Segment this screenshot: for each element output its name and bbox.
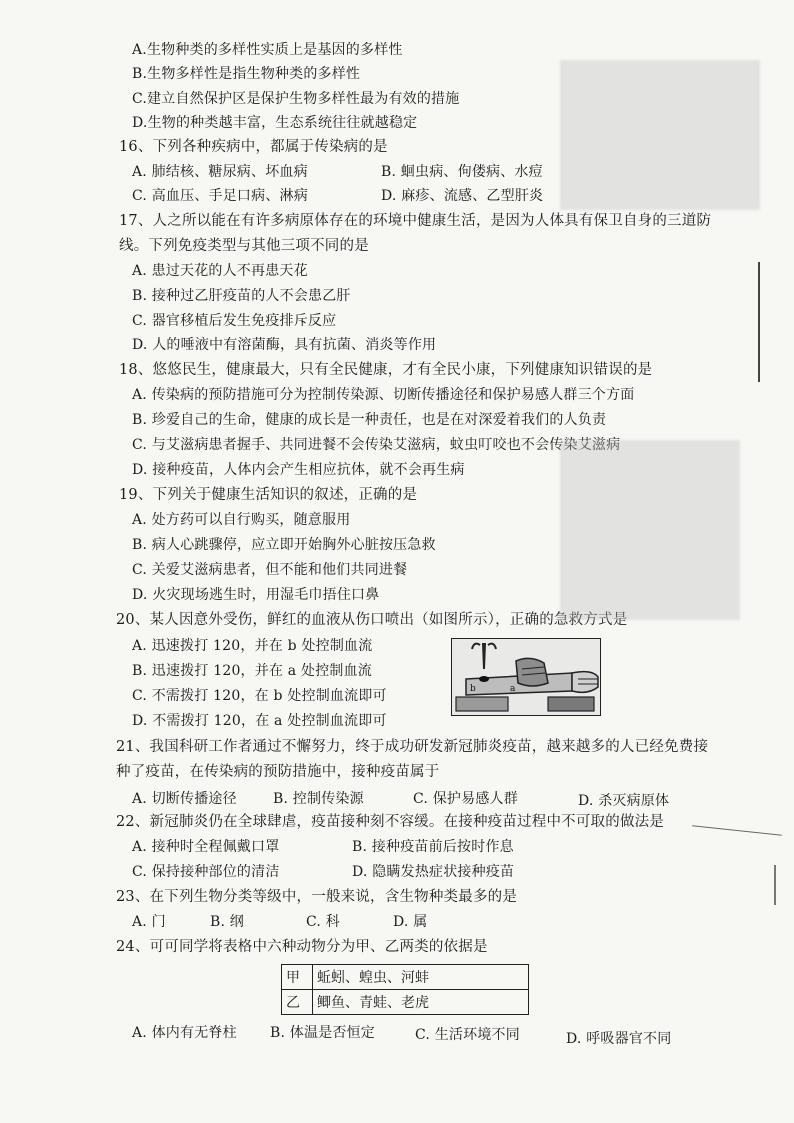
bleed-through-smudge	[560, 60, 760, 210]
q16-option-a: A. 肺结核、糖尿病、坏血病	[132, 164, 308, 180]
q21-stem-line2: 种了疫苗，在传染病的预防措施中，接种疫苗属于	[116, 764, 440, 780]
label-a: a	[510, 684, 516, 694]
q23-option-d: D. 属	[393, 914, 428, 930]
group-yi-animals: 鲫鱼、青蛙、老虎	[313, 990, 529, 1015]
scan-edge-mark	[774, 865, 776, 905]
q21-option-b: B. 控制传染源	[273, 791, 364, 807]
q15-option-c: C.建立自然保护区是保护生物多样性最为有效的措施	[132, 91, 460, 107]
q23-option-b: B. 纲	[210, 914, 244, 930]
q15-option-b: B.生物多样性是指生物种类的多样性	[132, 66, 361, 82]
q18-option-b: B. 珍爱自己的生命，健康的成长是一种责任，也是在对深爱着我们的人负责	[132, 412, 607, 428]
q21-option-a: A. 切断传播途径	[132, 791, 237, 807]
q24-option-c: C. 生活环境不同	[415, 1027, 520, 1043]
q19-option-d: D. 火灾现场逃生时，用湿毛巾捂住口鼻	[132, 587, 380, 603]
q23-stem: 23、在下列生物分类等级中，一般来说，含生物种类最多的是	[116, 889, 518, 905]
q24-stem: 24、可可同学将表格中六种动物分为甲、乙两类的依据是	[116, 939, 488, 955]
q22-option-b: B. 接种疫苗前后按时作息	[352, 839, 514, 855]
q18-stem: 18、悠悠民生，健康最大，只有全民健康，才有全民小康，下列健康知识错误的是	[119, 362, 653, 378]
q17-stem-line2: 线。下列免疫类型与其他三项不同的是	[119, 238, 369, 254]
q21-option-d: D. 杀灭病原体	[578, 793, 670, 809]
q15-option-d: D.生物的种类越丰富，生态系统往往就越稳定	[132, 115, 418, 131]
group-jia-label: 甲	[282, 965, 313, 990]
q20-option-d: D. 不需拨打 120，在 a 处控制血流即可	[132, 713, 387, 729]
table-row	[282, 965, 529, 990]
wound-illustration	[451, 638, 601, 716]
q17-option-c: C. 器官移植后发生免疫排斥反应	[132, 313, 337, 329]
group-jia-animals: 蚯蚓、蝗虫、河蚌	[313, 965, 529, 990]
q19-option-b: B. 病人心跳骤停，应立即开始胸外心脏按压急救	[132, 537, 436, 553]
q19-option-a: A. 处方药可以自行购买，随意服用	[132, 512, 351, 528]
q22-option-d: D. 隐瞒发热症状接种疫苗	[352, 864, 515, 880]
q23-option-c: C. 科	[306, 914, 340, 930]
table-row	[282, 990, 529, 1015]
q20-option-c: C. 不需拨打 120，在 b 处控制血流即可	[132, 688, 387, 704]
q18-option-c: C. 与艾滋病患者握手、共同进餐不会传染艾滋病，蚊虫叮咬也不会传染艾滋病	[132, 437, 621, 453]
q16-option-d: D. 麻疹、流感、乙型肝炎	[381, 188, 544, 204]
q18-option-d: D. 接种疫苗，人体内会产生相应抗体，就不会再生病	[132, 462, 465, 478]
q23-option-a: A. 门	[132, 914, 166, 930]
q20-option-b: B. 迅速拨打 120，并在 a 处控制血流	[132, 663, 373, 679]
q24-option-b: B. 体温是否恒定	[270, 1025, 375, 1041]
animal-classification-table	[281, 964, 529, 1015]
q19-stem: 19、下列关于健康生活知识的叙述，正确的是	[119, 487, 418, 503]
q17-stem-line1: 17、人之所以能在有许多病原体存在的环境中健康生活，是因为人体具有保卫自身的三道防	[119, 213, 712, 229]
q15-option-a: A.生物种类的多样性实质上是基因的多样性	[132, 42, 403, 58]
q17-option-b: B. 接种过乙肝疫苗的人不会患乙肝	[132, 288, 351, 304]
scan-edge-mark	[758, 262, 760, 382]
bleed-through-smudge	[560, 440, 740, 620]
q19-option-c: C. 关爱艾滋病患者，但不能和他们共同进餐	[132, 562, 408, 578]
q16-option-b: B. 蛔虫病、佝偻病、水痘	[381, 164, 543, 180]
q16-stem: 16、下列各种疾病中，都属于传染病的是	[119, 139, 388, 155]
scan-edge-mark	[692, 825, 782, 835]
q22-stem: 22、新冠肺炎仍在全球肆虐，疫苗接种刻不容缓。在接种疫苗过程中不可取的做法是	[116, 814, 665, 830]
q22-option-a: A. 接种时全程佩戴口罩	[132, 839, 280, 855]
q20-option-a: A. 迅速拨打 120，并在 b 处控制血流	[132, 638, 373, 654]
q22-option-c: C. 保持接种部位的清洁	[132, 864, 280, 880]
q21-stem-line1: 21、我国科研工作者通过不懈努力，终于成功研发新冠肺炎疫苗，越来越多的人已经免费接	[116, 739, 709, 755]
q21-option-c: C. 保护易感人群	[413, 791, 518, 807]
q24-option-a: A. 体内有无脊柱	[132, 1025, 237, 1041]
q24-option-d: D. 呼吸器官不同	[566, 1031, 672, 1047]
arm-wound-figure	[452, 639, 600, 715]
q18-option-a: A. 传染病的预防措施可分为控制传染源、切断传播途径和保护易感人群三个方面	[132, 387, 635, 403]
label-b: b	[470, 684, 476, 694]
q17-option-a: A. 患过天花的人不再患天花	[132, 263, 308, 279]
q16-option-c: C. 高血压、手足口病、淋病	[132, 188, 308, 204]
q17-option-d: D. 人的唾液中有溶菌酶，具有抗菌、消炎等作用	[132, 337, 437, 353]
q20-stem: 20、某人因意外受伤，鲜红的血液从伤口喷出（如图所示），正确的急救方式是	[116, 612, 628, 628]
group-yi-label: 乙	[282, 990, 313, 1015]
